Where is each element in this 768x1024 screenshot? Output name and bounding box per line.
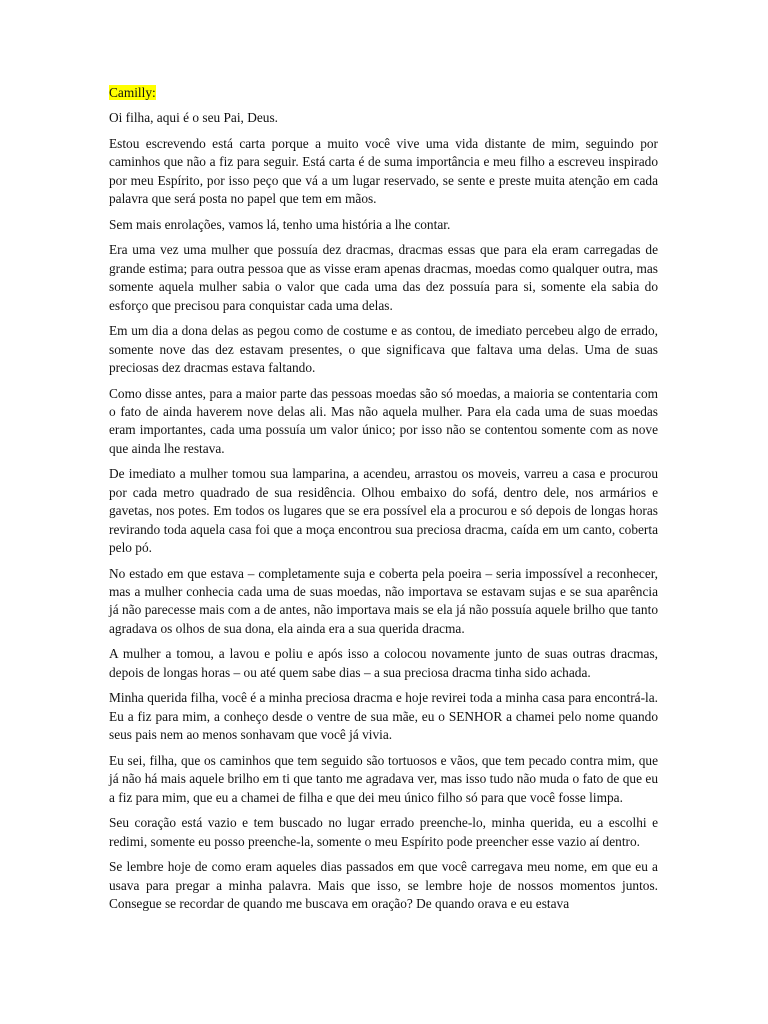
paragraph-2: Estou escrevendo está carta porque a muito você vive uma vida distante de mim, seguindo por caminhos que não a fiz para seguir. Está carta é de suma importância e meu filho a escreveu inspirado por meu Espírito, por isso peço que vá a um lugar reservado, se sente e preste muita atenção em cada palavra que será posta no papel que tem em mãos.: [109, 136, 658, 207]
paragraph-10: Minha querida filha, você é a minha preciosa dracma e hoje revirei toda a minha casa para encontrá-la. Eu a fiz para mim, a conheço desde o ventre de sua mãe, eu o SENHOR a chamei pelo nome quando seus pais nem ao menos sonhavam que você já vivia.: [109, 690, 658, 743]
paragraph-12: Seu coração está vazio e tem buscado no lugar errado preenche-lo, minha querida, eu a escolhi e redimi, somente eu posso preenche-la, somente o meu Espírito pode preencher esse vazio aí dentro.: [109, 815, 658, 849]
paragraph-7: De imediato a mulher tomou sua lamparina, a acendeu, arrastou os moveis, varreu a casa e procurou por cada metro quadrado de sua residência. Olhou embaixo do sofá, dentro dele, nos armários e gavetas, nos potes. Em todos os lugares que se era possível ela a procurou e só depois de longas horas revirando toda aquela casa foi que a moça encontrou sua preciosa dracma, caída em um canto, coberta pelo pó.: [109, 466, 658, 556]
paragraph-9: A mulher a tomou, a lavou e poliu e após isso a colocou novamente junto de suas outras dracmas, depois de longas horas – ou até quem sabe dias – a sua preciosa dracma tinha sido achada.: [109, 646, 658, 680]
document-page: [109, 84, 658, 921]
highlighted-addressee: Camilly:: [109, 85, 156, 100]
paragraph-4: Era uma vez uma mulher que possuía dez dracmas, dracmas essas que para ela eram carregadas de grande estima; para outra pessoa que as visse eram apenas dracmas, moedas como qualquer outra, mas somente aquela mulher sabia o valor que cada uma das dez possuía para si, somente ela sabia do esforço que precisou para conquistar cada uma delas.: [109, 242, 658, 313]
paragraph-13: Se lembre hoje de como eram aqueles dias passados em que você carregava meu nome, em que eu a usava para pregar a minha palavra. Mais que isso, se lembre hoje de nossos momentos juntos. Consegue se recordar de quando me buscava em oração? De quando orava e eu estava: [109, 859, 658, 912]
paragraph-3: Sem mais enrolações, vamos lá, tenho uma história a lhe contar.: [109, 216, 451, 232]
letter-addressee: [109, 84, 658, 102]
paragraph-5: Em um dia a dona delas as pegou como de costume e as contou, de imediato percebeu algo de errado, somente nove das dez estavam presentes, o que significava que faltava uma delas. Uma de suas preciosas dez dracmas estava faltando.: [109, 323, 658, 376]
paragraph-8: No estado em que estava – completamente suja e coberta pela poeira – seria impossível a reconhecer, mas a mulher conhecia cada uma de suas moedas, não importava se estavam sujas e se sua aparência já não parecesse mais com a de antes, não importava mais se ela já não possuía aquele brilho que tanto agradava os olhos de sua dona, ela ainda era a sua querida dracma.: [109, 565, 658, 636]
paragraph-11: Eu sei, filha, que os caminhos que tem seguido são tortuosos e vãos, que tem pecado contra mim, que já não há mais aquele brilho em ti que tanto me agradava ver, mas isso tudo não muda o fato de que eu a fiz para mim, que eu a chamei de filha e que dei meu único filho só para que você fosse limpa.: [109, 752, 658, 805]
paragraph-6: Como disse antes, para a maior parte das pessoas moedas são só moedas, a maioria se contentaria com o fato de ainda haverem nove delas ali. Mas não aquela mulher. Para ela cada uma de suas moedas eram importantes, cada uma possuía um valor único; por isso não se contentou somente com as nove que ainda lhe restava.: [109, 385, 658, 456]
paragraph-1: Oi filha, aqui é o seu Pai, Deus.: [109, 110, 278, 126]
